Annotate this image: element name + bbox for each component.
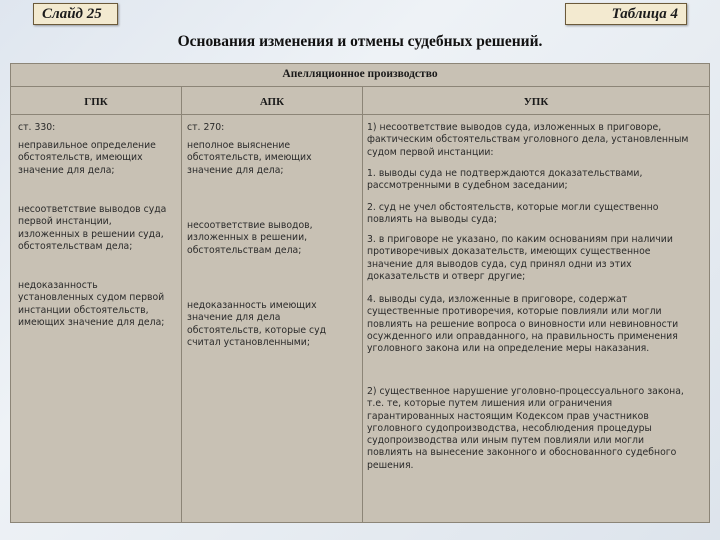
upk-subground: 1. выводы суда не подтверждаются доказательствами, рассмотренными в судебном заседании; (367, 168, 643, 192)
gpk-ground: недоказанность установленных судом первой инстанции обстоятельств, имеющих значение для дела; (18, 280, 165, 328)
apk-ground: недоказанность имеющих значение для дела обстоятельств, которые суд считал установленными; (187, 300, 327, 348)
slide-number-badge: Слайд 25 (33, 3, 118, 25)
column-header-apk: АПК (259, 96, 285, 108)
apk-article: ст. 270: (187, 122, 225, 133)
upk-subground: 3. в приговоре не указано, по каким основаниям при наличии противоречивых доказательств, имеющих существенное значение для выводов суда, суд принял одни из этих доказательств и отверг другие; (367, 234, 673, 282)
slide-title: Основания изменения и отмены судебных решений. (177, 33, 543, 50)
comparison-table (10, 63, 710, 523)
upk-ground: 2) существенное нарушение уголовно-процессуального закона, т.е. те, которые путем лишения или ограничения гарантированных настоящим Кодексом прав участников уголовного судопроизводства, несоблюдения процедуры судопроизводства или иным путем повлияли или могли повлиять на вынесение законного и обоснованного судебного решения. (367, 386, 684, 471)
column-divider (362, 86, 363, 523)
section-header: Апелляционное производство (282, 68, 438, 80)
table-divider (11, 114, 709, 115)
table-divider (11, 86, 709, 87)
column-header-gpk: ГПК (84, 96, 108, 108)
upk-subground: 2. суд не учел обстоятельств, которые могли существенно повлиять на выводы суда; (367, 202, 659, 226)
upk-ground: 1) несоответствие выводов суда, изложенных в приговоре, фактическим обстоятельствам уголовного дела, установленным судом первой инстанции: (367, 122, 689, 158)
gpk-ground: несоответствие выводов суда первой инстанции, изложенных в решении суда, обстоятельствам дела; (18, 204, 167, 252)
apk-ground: неполное выяснение обстоятельств, имеющих значение для дела; (187, 140, 312, 176)
apk-ground: несоответствие выводов, изложенных в решении, обстоятельствам дела; (187, 220, 313, 256)
gpk-article: ст. 330: (18, 122, 56, 133)
table-number-badge: Таблица 4 (565, 3, 687, 25)
gpk-ground: неправильное определение обстоятельств, имеющих значение для дела; (18, 140, 156, 176)
column-divider (181, 86, 182, 523)
upk-subground: 4. выводы суда, изложенные в приговоре, содержат существенные противоречия, которые повлияли или могли повлиять на решение вопроса о виновности или невиновности осужденного или оправданного, на правильность применения уголовного закона или на определение меры наказания. (367, 294, 679, 355)
column-header-upk: УПК (523, 96, 549, 108)
